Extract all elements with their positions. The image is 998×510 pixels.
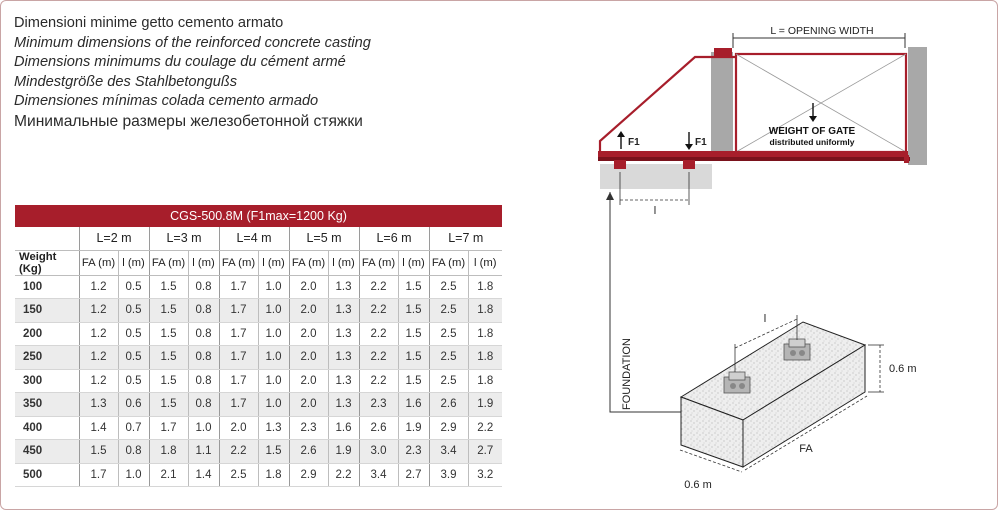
length-header: L=5 m [289, 227, 359, 250]
fa-cell: 1.5 [149, 393, 188, 417]
l-cell: 1.5 [398, 346, 429, 370]
top-guide-roller [714, 48, 732, 58]
weight-cell: 350 [15, 393, 79, 417]
length-header-row [15, 227, 502, 250]
fa-cell: 1.5 [149, 299, 188, 323]
fa-cell: 2.5 [429, 369, 468, 393]
l-header: l (m) [468, 250, 502, 275]
l-cell: 3.2 [468, 463, 502, 487]
fa-cell: 1.7 [219, 275, 258, 299]
fa-cell: 1.5 [149, 322, 188, 346]
l-cell: 2.2 [328, 463, 359, 487]
dimensions-table [15, 227, 502, 487]
l-cell: 1.6 [328, 416, 359, 440]
right-wheel [683, 160, 695, 169]
foundation-diagram [670, 305, 940, 495]
title-block [14, 14, 371, 132]
fa-cell: 1.2 [79, 369, 118, 393]
l-cell: 1.3 [258, 416, 289, 440]
fa-cell: 2.0 [289, 275, 328, 299]
l-cell: 1.0 [188, 416, 219, 440]
sub-header-row [15, 250, 502, 275]
fa-cell: 2.2 [219, 440, 258, 464]
fa-cell: 1.2 [79, 275, 118, 299]
table-row [15, 322, 502, 346]
title-de: Mindestgröße des Stahlbetongußs [14, 73, 238, 90]
fa-cell: 1.7 [219, 393, 258, 417]
fa-cell: 1.7 [219, 346, 258, 370]
fa-header: FA (m) [79, 250, 118, 275]
l-cell: 1.8 [468, 369, 502, 393]
fa-cell: 2.5 [429, 275, 468, 299]
weight-header: Weight (Kg) [15, 250, 79, 275]
fa-cell: 2.2 [359, 299, 398, 323]
l-cell: 1.5 [258, 440, 289, 464]
gate-bottom-beam [598, 151, 908, 157]
fa-cell: 1.5 [79, 440, 118, 464]
length-header: L=4 m [219, 227, 289, 250]
l-cell: 0.8 [188, 322, 219, 346]
fa-cell: 2.0 [289, 299, 328, 323]
l-cell: 0.8 [188, 393, 219, 417]
l-cell: 1.8 [258, 463, 289, 487]
gate-rack [598, 157, 910, 161]
table-row [15, 346, 502, 370]
weight-cell: 250 [15, 346, 79, 370]
fa-cell: 2.6 [359, 416, 398, 440]
l-cell: 1.8 [468, 275, 502, 299]
foundation-label: FOUNDATION [621, 338, 633, 410]
table-body [15, 275, 502, 487]
gate-end-stop [904, 155, 909, 163]
fa-cell: 1.7 [219, 299, 258, 323]
l-cell: 1.3 [328, 346, 359, 370]
fa-cell: 2.9 [289, 463, 328, 487]
fa-cell: 2.2 [359, 346, 398, 370]
length-header: L=7 m [429, 227, 502, 250]
l-cell: 0.8 [188, 299, 219, 323]
l-header: l (m) [188, 250, 219, 275]
f1-right-label: F1 [695, 137, 707, 148]
table-row [15, 416, 502, 440]
fa-cell: 3.4 [429, 440, 468, 464]
fa-cell: 2.5 [429, 322, 468, 346]
length-header: L=3 m [149, 227, 219, 250]
fa-cell: 2.2 [359, 322, 398, 346]
l-cell: 0.8 [188, 275, 219, 299]
left-pillar [711, 52, 733, 156]
l-cell: 0.5 [118, 346, 149, 370]
height-label: 0.6 m [889, 363, 917, 375]
l-cell: 1.3 [328, 369, 359, 393]
dimensions-table-wrap [15, 205, 502, 487]
l-cell: 0.6 [118, 393, 149, 417]
weight-cell: 500 [15, 463, 79, 487]
l-cell: 1.8 [468, 346, 502, 370]
l-cell: 1.5 [398, 369, 429, 393]
l-cell: 1.8 [468, 322, 502, 346]
l-cell: 0.8 [118, 440, 149, 464]
fa-cell: 3.0 [359, 440, 398, 464]
l-cell: 1.5 [398, 275, 429, 299]
fa-cell: 2.5 [429, 299, 468, 323]
l-cell: 1.3 [328, 275, 359, 299]
leader-arrowhead [606, 192, 614, 200]
right-pillar [908, 47, 927, 165]
l-cell: 0.5 [118, 275, 149, 299]
fa-cell: 1.4 [79, 416, 118, 440]
title-es: Dimensiones mínimas colada cemento armado [14, 93, 319, 110]
l-cell: 2.7 [468, 440, 502, 464]
fa-cell: 1.7 [219, 369, 258, 393]
width-label: 0.6 m [684, 479, 712, 491]
fa-cell: 2.1 [149, 463, 188, 487]
l-header: l (m) [398, 250, 429, 275]
fa-cell: 1.3 [79, 393, 118, 417]
fa-cell: 2.5 [219, 463, 258, 487]
l-cell: 1.0 [258, 393, 289, 417]
weight-sub-label: distributed uniformly [769, 137, 855, 147]
f1-right-arrowhead [685, 144, 693, 150]
fa-cell: 2.0 [219, 416, 258, 440]
fa-cell: 2.0 [289, 346, 328, 370]
header-empty [15, 227, 79, 250]
length-header: L=2 m [79, 227, 149, 250]
fa-cell: 1.7 [149, 416, 188, 440]
table-row [15, 369, 502, 393]
table-row [15, 275, 502, 299]
fa-header: FA (m) [219, 250, 258, 275]
title-fr: Dimensions minimums du coulage du cément armé [14, 54, 346, 71]
l-header: l (m) [118, 250, 149, 275]
l-cell: 0.8 [188, 346, 219, 370]
fa-cell: 3.9 [429, 463, 468, 487]
fa-cell: 1.7 [219, 322, 258, 346]
gate-l-label: l [653, 205, 657, 217]
title-ru: Минимальные размеры железобетонной стяжки [14, 112, 363, 130]
fa-cell: 2.3 [359, 393, 398, 417]
l-cell: 2.7 [398, 463, 429, 487]
l-cell: 1.0 [258, 299, 289, 323]
weight-cell: 100 [15, 275, 79, 299]
weight-cell: 150 [15, 299, 79, 323]
l-cell: 1.3 [328, 299, 359, 323]
fa-cell: 2.0 [289, 393, 328, 417]
weight-cell: 200 [15, 322, 79, 346]
fa-cell: 1.5 [149, 346, 188, 370]
title-it: Dimensioni minime getto cemento armato [14, 15, 284, 31]
l-cell: 0.8 [188, 369, 219, 393]
fa-cell: 1.2 [79, 299, 118, 323]
l-cell: 1.1 [188, 440, 219, 464]
l-cell: 1.0 [118, 463, 149, 487]
l-cell: 1.3 [328, 322, 359, 346]
fa-cell: 2.6 [289, 440, 328, 464]
fa-cell: 2.2 [359, 275, 398, 299]
l-cell: 1.5 [398, 299, 429, 323]
weight-arrowhead [809, 116, 817, 122]
l-cell: 1.0 [258, 322, 289, 346]
l-cell: 1.4 [188, 463, 219, 487]
l-cell: 1.6 [398, 393, 429, 417]
fa-header: FA (m) [289, 250, 328, 275]
l-cell: 2.3 [398, 440, 429, 464]
l-cell: 1.9 [328, 440, 359, 464]
fa-cell: 1.8 [149, 440, 188, 464]
l-cell: 1.9 [398, 416, 429, 440]
l-cell: 1.0 [258, 369, 289, 393]
fa-cell: 3.4 [359, 463, 398, 487]
fa-cell: 1.5 [149, 275, 188, 299]
fa-cell: 2.5 [429, 346, 468, 370]
fa-cell: 2.2 [359, 369, 398, 393]
foundation-l-label: l [763, 313, 767, 325]
length-header: L=6 m [359, 227, 429, 250]
l-cell: 1.0 [258, 346, 289, 370]
l-header: l (m) [258, 250, 289, 275]
opening-width-label: L = OPENING WIDTH [770, 25, 874, 37]
table-row [15, 463, 502, 487]
fa-cell: 2.3 [289, 416, 328, 440]
l-cell: 1.0 [258, 275, 289, 299]
fa-header: FA (m) [359, 250, 398, 275]
l-header: l (m) [328, 250, 359, 275]
weight-label: WEIGHT OF GATE [768, 126, 856, 137]
f1-left-label: F1 [628, 137, 640, 148]
l-cell: 1.5 [398, 322, 429, 346]
weight-cell: 450 [15, 440, 79, 464]
weight-cell: 400 [15, 416, 79, 440]
l-cell: 0.5 [118, 369, 149, 393]
l-cell: 1.3 [328, 393, 359, 417]
fa-cell: 1.2 [79, 322, 118, 346]
l-cell: 1.9 [468, 393, 502, 417]
l-cell: 0.5 [118, 299, 149, 323]
l-cell: 0.5 [118, 322, 149, 346]
fa-cell: 1.7 [79, 463, 118, 487]
f1-left-arrowhead [617, 131, 625, 137]
fa-cell: 2.0 [289, 369, 328, 393]
fa-cell: 2.9 [429, 416, 468, 440]
table-title: CGS-500.8M (F1max=1200 Kg) [15, 205, 502, 227]
fa-header: FA (m) [429, 250, 468, 275]
table-row [15, 440, 502, 464]
title-en: Minimum dimensions of the reinforced concrete casting [14, 34, 371, 51]
fa-cell: 1.5 [149, 369, 188, 393]
l-cell: 2.2 [468, 416, 502, 440]
table-row [15, 299, 502, 323]
fa-cell: 1.2 [79, 346, 118, 370]
fa-cell: 2.6 [429, 393, 468, 417]
table-row [15, 393, 502, 417]
l-cell: 0.7 [118, 416, 149, 440]
weight-cell: 300 [15, 369, 79, 393]
left-wheel [614, 160, 626, 169]
fa-header: FA (m) [149, 250, 188, 275]
fa-label: FA [799, 443, 813, 455]
fa-cell: 2.0 [289, 322, 328, 346]
l-cell: 1.8 [468, 299, 502, 323]
